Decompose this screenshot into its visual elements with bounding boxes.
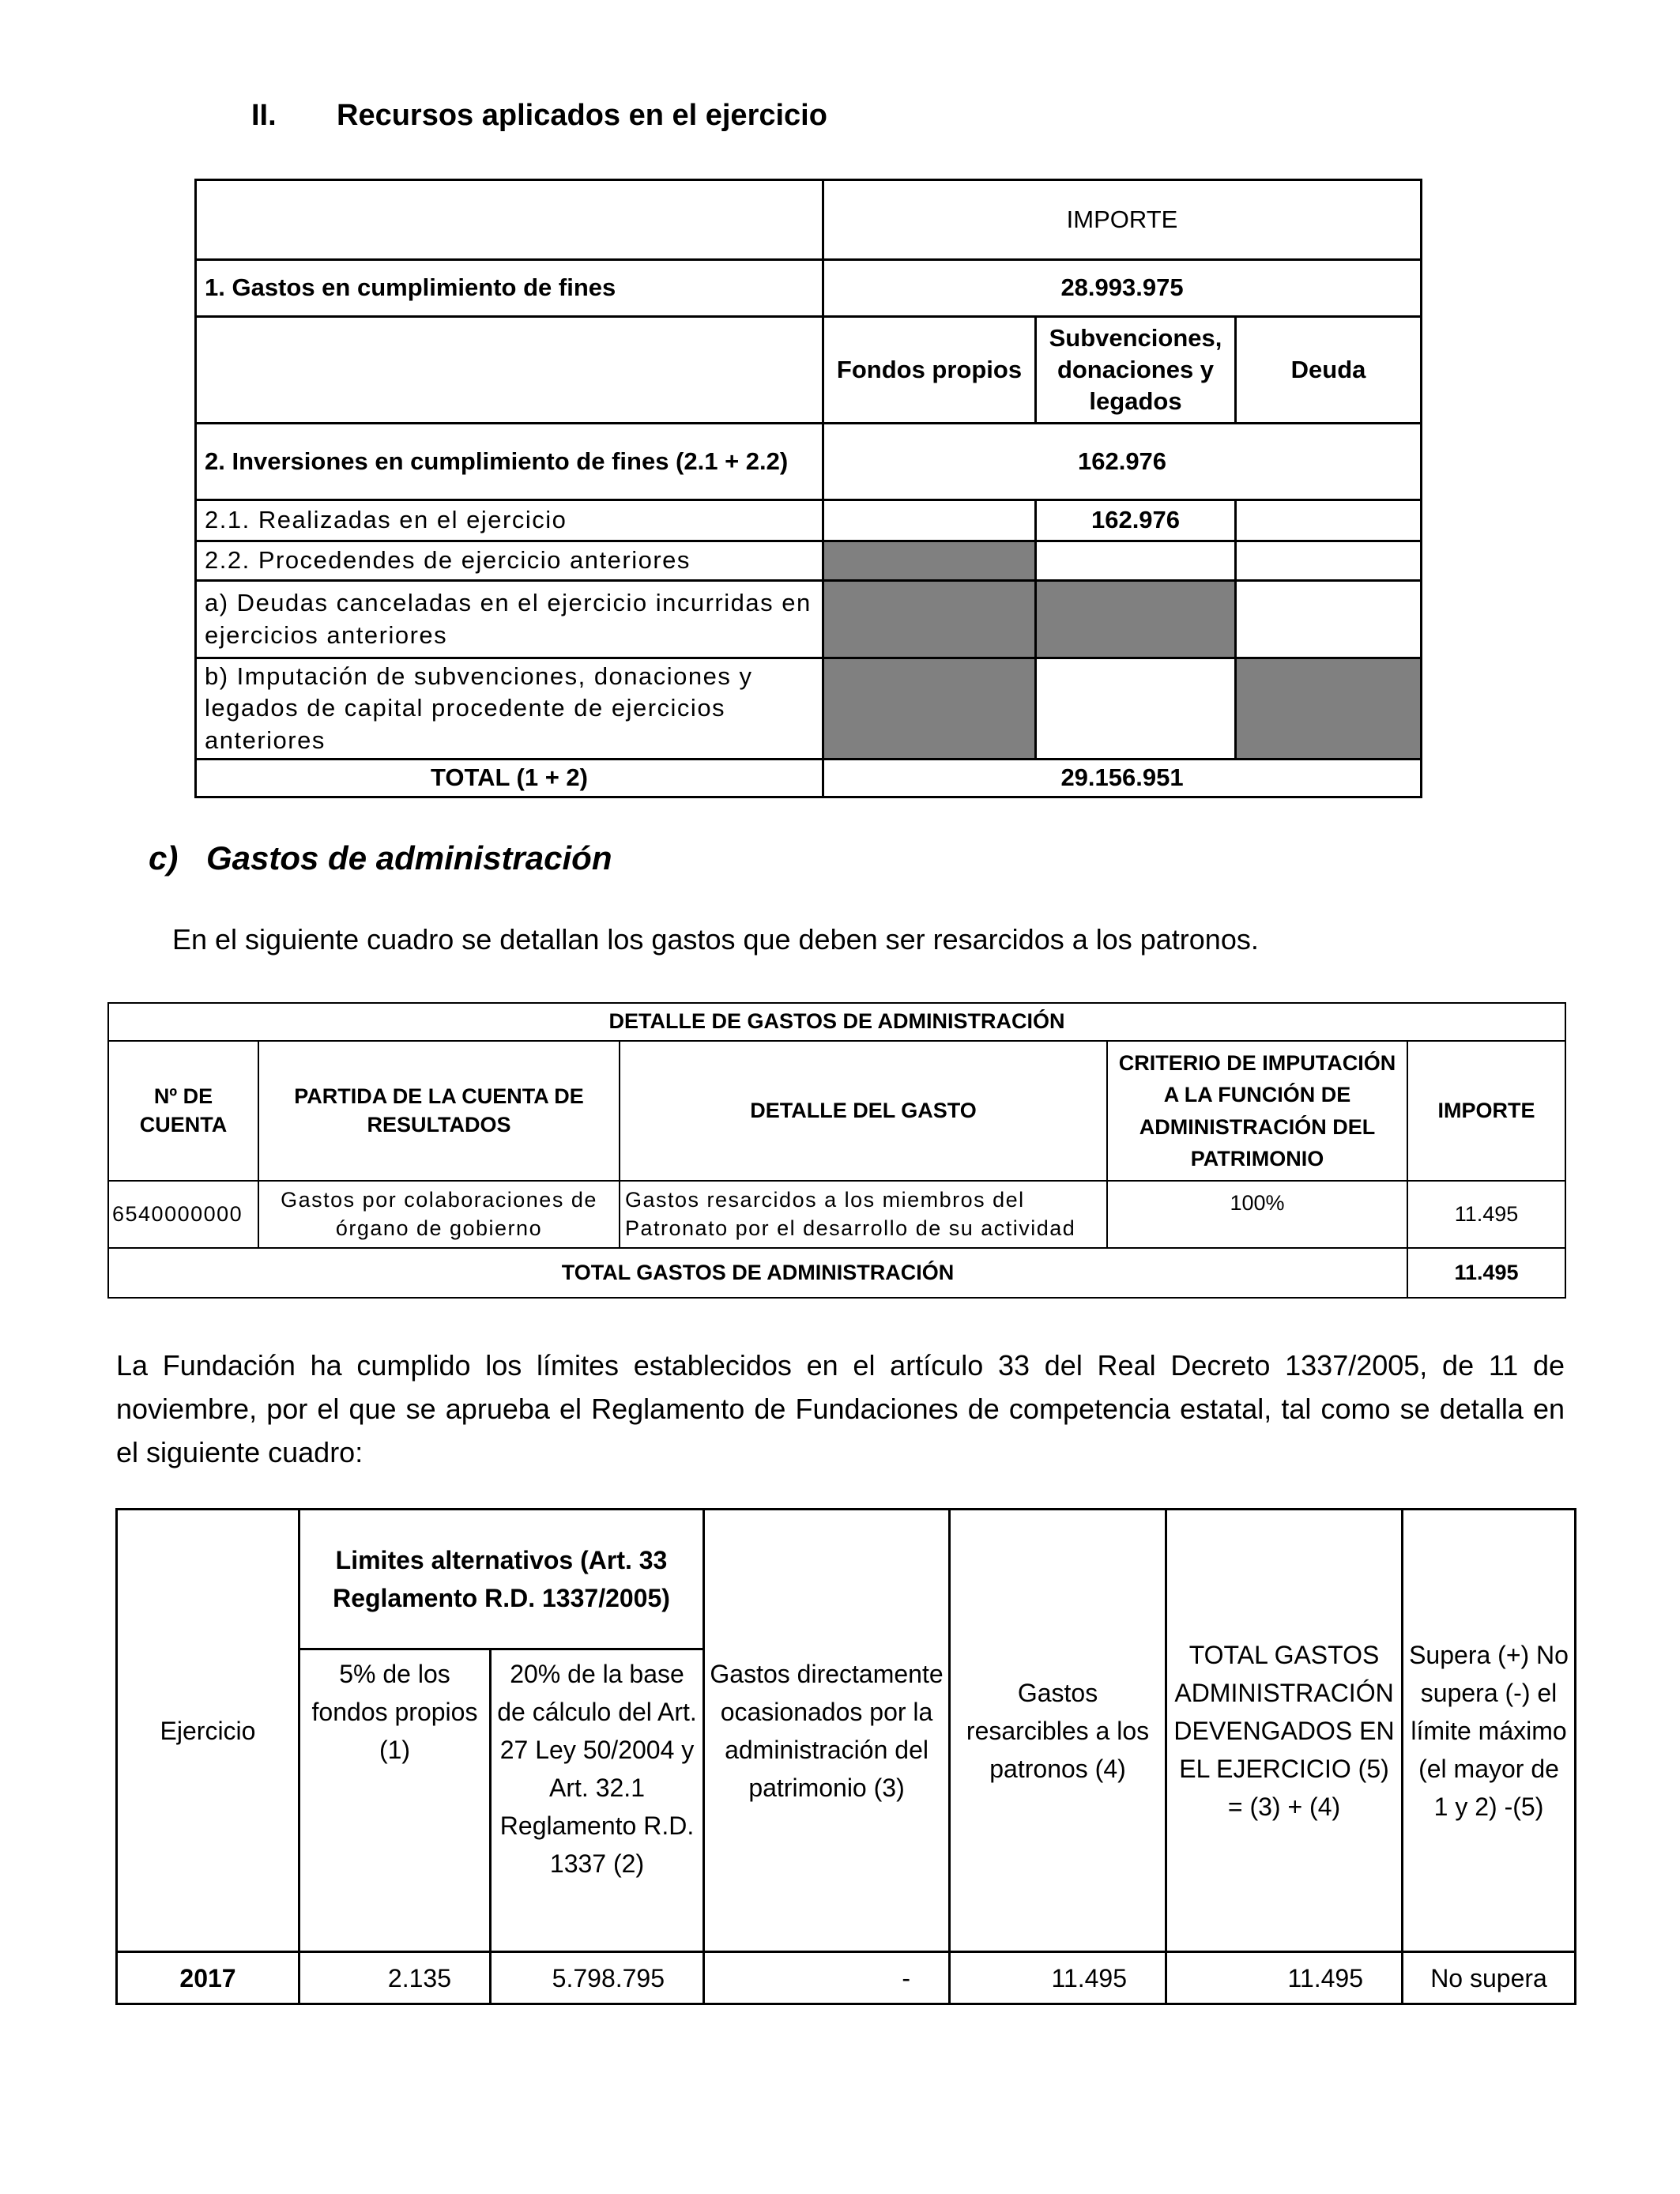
cell-cuenta: 6540000000	[108, 1181, 258, 1248]
header-total: TOTAL GASTOS ADMINISTRACIÓN DEVENGADOS EN EL EJERCICIO (5) = (3) + (4)	[1166, 1510, 1403, 1952]
row-value: 162.976	[823, 424, 1422, 500]
row-label: a) Deudas canceladas en el ejercicio incurridas en ejercicios anteriores	[196, 581, 823, 658]
cell-5pct: 2.135	[299, 1952, 491, 2004]
total-value: 29.156.951	[823, 760, 1422, 797]
row-label: 2.1. Realizadas en el ejercicio	[196, 500, 823, 541]
total-label: TOTAL GASTOS DE ADMINISTRACIÓN	[108, 1248, 1407, 1298]
section-heading	[251, 99, 827, 133]
row-value: 28.993.975	[823, 260, 1422, 317]
col-header-subvenciones: Subvenciones, donaciones y legados	[1036, 317, 1236, 424]
table-row	[108, 1041, 1565, 1181]
table-row	[196, 581, 1422, 658]
table-row	[108, 1248, 1565, 1298]
table-row	[117, 1952, 1576, 2004]
header-cuenta: Nº DE CUENTA	[108, 1041, 258, 1181]
empty-cell	[823, 500, 1036, 541]
header-gastos-directos: Gastos directamente ocasionados por la administración del patrimonio (3)	[704, 1510, 950, 1952]
cell-total: 11.495	[1166, 1952, 1403, 2004]
table-row	[196, 500, 1422, 541]
empty-cell	[1236, 500, 1422, 541]
shaded-cell	[1236, 658, 1422, 760]
header-limites: Limites alternativos (Art. 33 Reglamento R.D. 1337/2005)	[299, 1510, 704, 1649]
empty-cell	[1036, 541, 1236, 581]
header-resarcibles: Gastos resarcibles a los patronos (4)	[950, 1510, 1166, 1952]
subsection-letter: c)	[149, 839, 179, 876]
header-partida: PARTIDA DE LA CUENTA DE RESULTADOS	[258, 1041, 620, 1181]
row-label: 2.2. Procedendes de ejercicio anteriores	[196, 541, 823, 581]
empty-cell	[1036, 658, 1236, 760]
empty-cell	[1236, 581, 1422, 658]
limites-table	[115, 1508, 1576, 2005]
header-importe: IMPORTE	[1407, 1041, 1565, 1181]
header-supera: Supera (+) No supera (-) el límite máximo (el mayor de 1 y 2) -(5)	[1403, 1510, 1576, 1952]
shaded-cell	[1036, 581, 1236, 658]
cell-ejercicio: 2017	[117, 1952, 299, 2004]
recursos-aplicados-table	[194, 179, 1422, 798]
empty-cell	[196, 317, 823, 424]
cell-partida: Gastos por colaboraciones de órgano de gobierno	[258, 1181, 620, 1248]
table-row	[196, 317, 1422, 424]
header-20pct: 20% de la base de cálculo del Art. 27 Ley 50/2004 y Art. 32.1 Reglamento R.D. 1337 (2)	[491, 1649, 704, 1952]
row-value: 162.976	[1036, 500, 1236, 541]
limits-paragraph: La Fundación ha cumplido los límites establecidos en el artículo 33 del Real Decreto 1337/2005, de 11 de noviembre, por el que se aprueba el Reglamento de Fundaciones de competencia estatal, tal como se detalla en el siguiente cuadro:	[116, 1349, 1565, 1468]
total-label: TOTAL (1 + 2)	[196, 760, 823, 797]
table-row	[196, 424, 1422, 500]
table-title: DETALLE DE GASTOS DE ADMINISTRACIÓN	[108, 1003, 1565, 1041]
cell-supera: No supera	[1403, 1952, 1576, 2004]
shaded-cell	[823, 541, 1036, 581]
importe-header: IMPORTE	[823, 180, 1422, 260]
row-label: 2. Inversiones en cumplimiento de fines (2.1 + 2.2)	[196, 424, 823, 500]
empty-cell	[1236, 541, 1422, 581]
cell-resarcibles: 11.495	[950, 1952, 1166, 2004]
intro-paragraph: En el siguiente cuadro se detallan los gastos que deben ser resarcidos a los patronos.	[172, 923, 1259, 956]
table-row	[196, 180, 1422, 260]
table-row	[108, 1003, 1565, 1041]
table-row	[196, 260, 1422, 317]
section-number: II.	[251, 99, 277, 132]
cell-20pct: 5.798.795	[491, 1952, 704, 2004]
table-row	[117, 1510, 1576, 1649]
cell-criterio: 100%	[1107, 1181, 1407, 1248]
cell-detalle: Gastos resarcidos a los miembros del Patronato por el desarrollo de su actividad	[620, 1181, 1107, 1248]
header-5pct: 5% de los fondos propios (1)	[299, 1649, 491, 1952]
table-row	[108, 1181, 1565, 1248]
subsection-heading	[149, 839, 612, 877]
empty-cell	[196, 180, 823, 260]
header-criterio: CRITERIO DE IMPUTACIÓN A LA FUNCIÓN DE ADMINISTRACIÓN DEL PATRIMONIO	[1107, 1041, 1407, 1181]
header-ejercicio: Ejercicio	[117, 1510, 299, 1952]
table-row	[196, 760, 1422, 797]
header-detalle: DETALLE DEL GASTO	[620, 1041, 1107, 1181]
section-title: Recursos aplicados en el ejercicio	[337, 99, 827, 132]
gastos-administracion-table	[107, 1002, 1566, 1299]
col-header-deuda: Deuda	[1236, 317, 1422, 424]
row-label: b) Imputación de subvenciones, donaciones y legados de capital procedente de ejercicios anteriores	[196, 658, 823, 760]
row-label: 1. Gastos en cumplimiento de fines	[196, 260, 823, 317]
subsection-title: Gastos de administración	[206, 839, 612, 876]
shaded-cell	[823, 581, 1036, 658]
shaded-cell	[823, 658, 1036, 760]
table-row	[196, 541, 1422, 581]
cell-importe: 11.495	[1407, 1181, 1565, 1248]
cell-gastos-directos: -	[704, 1952, 950, 2004]
total-value: 11.495	[1407, 1248, 1565, 1298]
table-row	[196, 658, 1422, 760]
col-header-fondos: Fondos propios	[823, 317, 1036, 424]
